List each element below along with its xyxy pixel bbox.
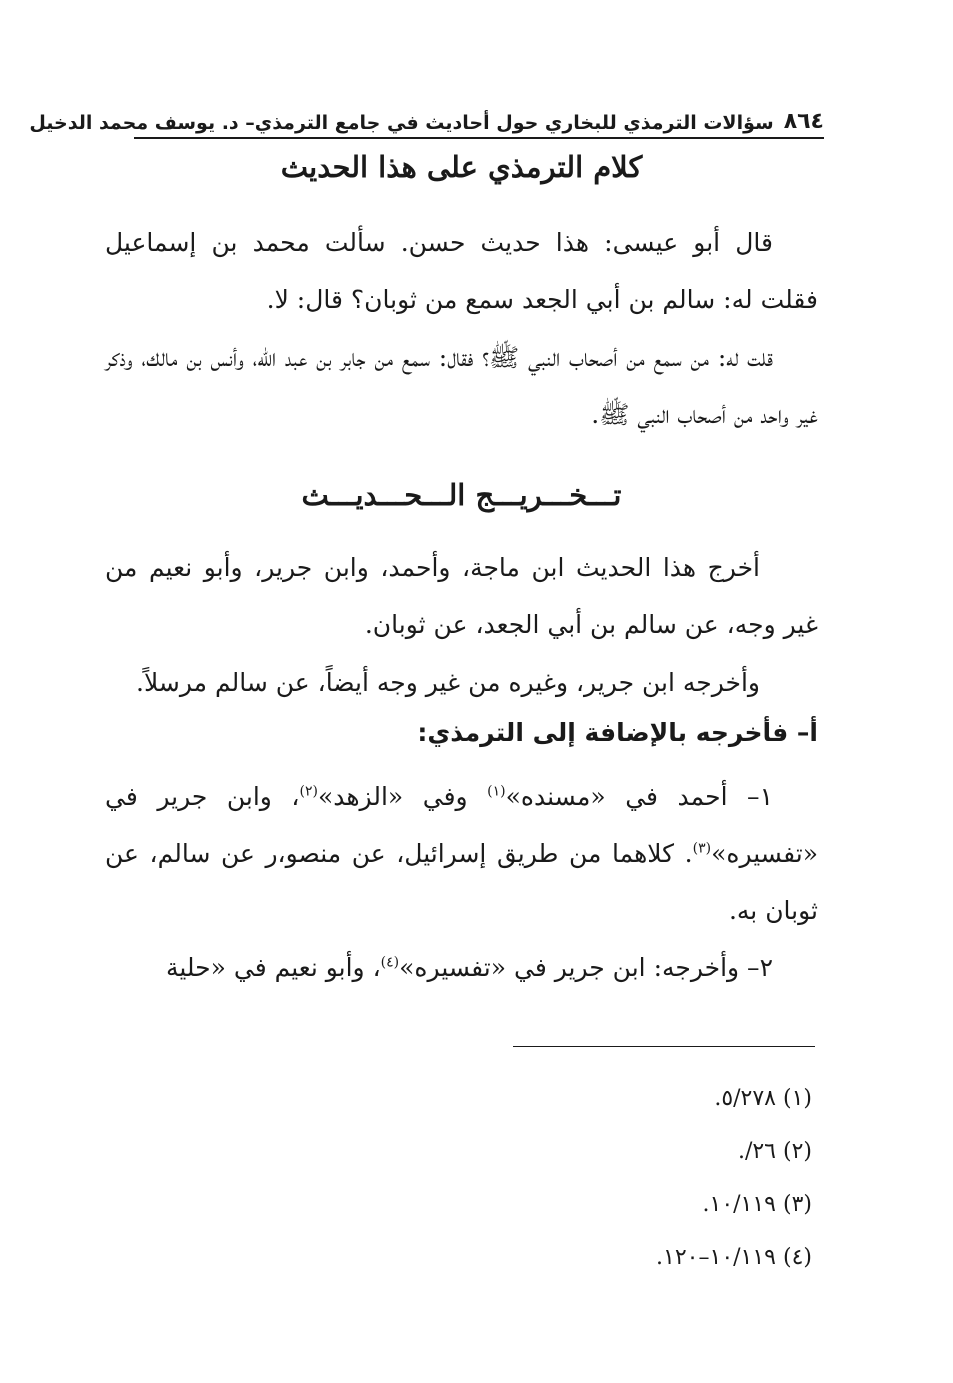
item-text-d: . كلاهما من طريق إسرائيل، عن منصو،ر عن سالم، عن ثوبان به.	[105, 839, 818, 925]
footnote-ref-3[interactable]: (٣)	[692, 840, 712, 857]
list-item-2	[105, 939, 818, 996]
item-text-b: وفي «الزهد»	[317, 782, 488, 811]
footnote-ref-1[interactable]: (١)	[487, 783, 506, 800]
list-item-1	[105, 768, 818, 939]
paragraph-text: وأخرجه ابن جرير، وغيره من غير وجه أيضاً، عن سالم مرسلاً.	[136, 668, 760, 697]
paragraph-mursal	[105, 654, 818, 711]
paragraph-text: أخرج هذا الحديث ابن ماجة، وأحمد، وابن جرير، وأبو نعيم من غير وجه، عن سالم بن أبي الجعد، عن ثوبان.	[105, 553, 818, 639]
running-header	[29, 100, 824, 134]
paragraph-bukhari-answer	[105, 329, 818, 443]
footnotes	[400, 1072, 812, 1284]
paragraph-takhrij-intro	[105, 539, 818, 653]
footnote-separator	[513, 1046, 815, 1047]
section-heading-takhrij: تـــخـــريـــج الـــحـــديـــث	[301, 478, 622, 512]
item-text-b: ، وأبو نعيم في «حلية	[165, 953, 381, 982]
footnote-2: (٢) ٢٦/.	[737, 1139, 812, 1164]
footnote-1: (١) ٥/٢٧٨.	[714, 1086, 812, 1111]
footnote-ref-2[interactable]: (٢)	[299, 783, 318, 800]
footnote-ref-4[interactable]: (٤)	[380, 954, 400, 971]
item-text-a: ٢– وأخرجه: ابن جرير في «تفسيره»	[399, 953, 773, 982]
item-text-a: ١– أحمد في «مسنده»	[505, 782, 773, 811]
section-heading-tirmidhi-remarks: كلام الترمذي على هذا الحديث	[280, 150, 643, 184]
paragraph-abu-isa	[105, 214, 818, 328]
header-rule	[134, 137, 824, 139]
subheading-alif: أ– فأخرجه بالإضافة إلى الترمذي:	[417, 718, 818, 747]
item-text-c: ، وابن جرير في «تفسيره»	[105, 782, 818, 868]
paragraph-text: قال أبو عيسى: هذا حديث حسن. سألت محمد بن إسماعيل فقلت له: سالم بن أبي الجعد سمع من ثوبان؟ قال: لا.	[105, 228, 818, 314]
footnote-3: (٣) ١٠/١١٩.	[702, 1192, 812, 1217]
paragraph-text: قلت له: من سمع من أصحاب النبي ﷺ؟ فقال: سمع من جابر بن عبد الله، وأنس بن مالك، وذكر غير واحد من أصحاب النبي ﷺ.	[105, 343, 818, 429]
running-title: سؤالات الترمذي للبخاري حول أحاديث في جامع الترمذي– د. يوسف محمد الدخيل	[29, 112, 774, 134]
footnote-4: (٤) ١٠/١١٩–١٢٠.	[656, 1245, 812, 1270]
page-number: ٨٦٤	[783, 109, 824, 134]
